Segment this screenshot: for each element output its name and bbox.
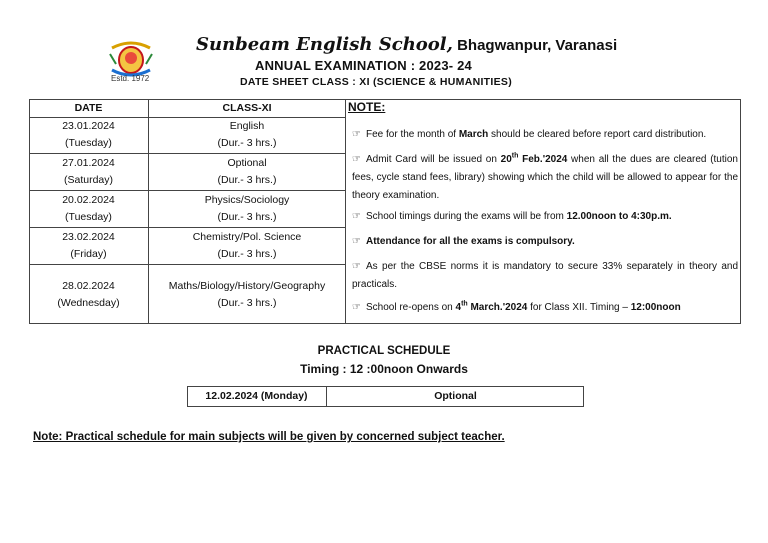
note-item bbox=[352, 299, 738, 317]
row-duration: (Dur.- 3 hrs.) bbox=[217, 211, 277, 223]
row-divider bbox=[29, 190, 346, 191]
row-divider bbox=[29, 117, 346, 118]
notes-heading: NOTE: bbox=[348, 100, 386, 114]
note-text: should be cleared before report card distribution. bbox=[488, 129, 707, 140]
pointing-hand-icon: ☞ bbox=[352, 302, 361, 313]
note-bold: 12.00noon to 4:30p.m. bbox=[566, 211, 672, 222]
row-date: 27.01.2024 bbox=[62, 157, 115, 169]
note-text: Fee for the month of bbox=[366, 129, 459, 140]
note-bold: 20 bbox=[500, 154, 512, 165]
header-date: DATE bbox=[74, 102, 103, 114]
row-duration: (Dur.- 3 hrs.) bbox=[217, 137, 277, 149]
practical-timing: Timing : 12 :00noon Onwards bbox=[300, 362, 468, 376]
row-duration: (Dur.- 3 hrs.) bbox=[217, 297, 277, 309]
row-duration: (Dur.- 3 hrs.) bbox=[217, 174, 277, 186]
row-day: (Wednesday) bbox=[57, 297, 120, 309]
established-year: Estd. 1972 bbox=[111, 74, 150, 83]
row-subject: English bbox=[229, 120, 265, 132]
note-item bbox=[352, 258, 738, 294]
note-text: Admit Card will be issued on bbox=[366, 154, 501, 165]
note-item bbox=[352, 126, 738, 144]
note-item bbox=[352, 151, 738, 205]
pointing-hand-icon: ☞ bbox=[352, 211, 361, 222]
note-bold: Feb.'2024 bbox=[518, 154, 568, 165]
row-subject: Physics/Sociology bbox=[204, 194, 290, 206]
row-date: 28.02.2024 bbox=[62, 280, 115, 292]
footnote: Note: Practical schedule for main subjects will be given by concerned subject teacher. bbox=[33, 431, 505, 443]
note-text: when all the dues are cleared (tution fees, cycle stand fees, library) showing which the child will be allowed to appear for the theory examination. bbox=[352, 154, 738, 201]
row-day: (Friday) bbox=[70, 248, 107, 260]
exam-title: ANNUAL EXAMINATION : 2023- 24 bbox=[255, 58, 472, 73]
row-day: (Saturday) bbox=[63, 174, 114, 186]
row-divider bbox=[29, 153, 346, 154]
school-heading bbox=[196, 34, 617, 55]
note-bold: March bbox=[458, 129, 489, 140]
row-date: 23.02.2024 bbox=[62, 231, 115, 243]
school-name: Sunbeam English School, bbox=[196, 34, 453, 55]
row-date: 23.01.2024 bbox=[62, 120, 115, 132]
practical-schedule-title: PRACTICAL SCHEDULE bbox=[317, 345, 451, 357]
note-text: for Class XII. Timing – bbox=[527, 302, 631, 313]
header-class: CLASS-XI bbox=[222, 102, 272, 114]
column-divider bbox=[345, 99, 346, 324]
row-subject: Chemistry/Pol. Science bbox=[192, 231, 302, 243]
row-subject: Maths/Biology/History/Geography bbox=[168, 280, 326, 292]
note-superscript: th bbox=[461, 300, 468, 308]
row-subject: Optional bbox=[227, 157, 267, 169]
school-place: Bhagwanpur, Varanasi bbox=[452, 37, 618, 54]
note-text: School re-opens on bbox=[366, 302, 456, 313]
note-text: As per the CBSE norms it is mandatory to secure 33% separately in theory and practicals. bbox=[352, 261, 738, 290]
note-text: School timings during the exams will be from bbox=[366, 211, 567, 222]
note-superscript: th bbox=[511, 152, 519, 160]
row-date: 20.02.2024 bbox=[62, 194, 115, 206]
row-day: (Tuesday) bbox=[65, 211, 112, 223]
pointing-hand-icon: ☞ bbox=[352, 154, 361, 165]
note-bold: March.'2024 bbox=[467, 302, 528, 313]
note-bold: Attendance for all the exams is compulsory. bbox=[366, 236, 575, 247]
pointing-hand-icon: ☞ bbox=[352, 236, 361, 247]
datesheet-title: DATE SHEET CLASS : XI (SCIENCE & HUMANITIES) bbox=[240, 76, 513, 88]
note-bold: 12:00noon bbox=[630, 302, 681, 313]
row-duration: (Dur.- 3 hrs.) bbox=[217, 248, 277, 260]
row-day: (Tuesday) bbox=[65, 137, 112, 149]
note-item bbox=[352, 208, 738, 226]
row-divider bbox=[29, 264, 346, 265]
note-item bbox=[352, 233, 738, 251]
practical-subject: Optional bbox=[434, 390, 477, 402]
note-bold: 4 bbox=[455, 302, 462, 313]
row-divider bbox=[29, 227, 346, 228]
pointing-hand-icon: ☞ bbox=[352, 129, 361, 140]
pointing-hand-icon: ☞ bbox=[352, 261, 361, 272]
practical-date: 12.02.2024 (Monday) bbox=[205, 390, 308, 402]
